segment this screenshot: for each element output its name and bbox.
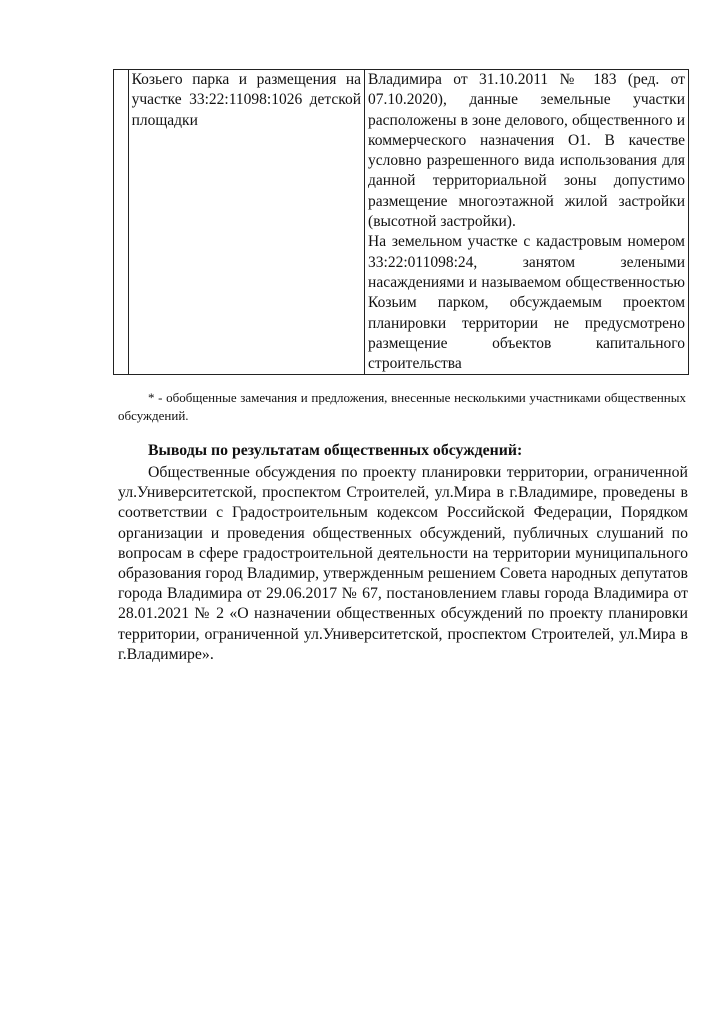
row-number-cell [114,70,129,375]
response-cell [365,70,689,375]
table-footnote: * - обобщенные замечания и предложения, внесенные несколькими участниками общественных обсуждений. [118,390,686,423]
conclusions-text: Общественные обсуждения по проекту планировки территории, ограниченной ул.Университетской, проспектом Строителей, ул.Мира в г.Владимире, проведены в соответствии с Градостроительным кодексом Российской Федерации, Порядком организации и проведения общественных обсуждений, публичных слушаний по вопросам в сфере градостроительной деятельности на территории муниципального образования город Владимир, утвержденным решением Совета народных депутатов города Владимира от 29.06.2017 № 67, постановлением главы города Владимира от 28.01.2021 № 2 «О назначении общественных обсуждений по проекту планировки территории, ограниченной ул.Университетской, проспектом Строителей, ул.Мира в г.Владимире». [118,464,688,663]
response-paragraph-2: На земельном участке с кадастровым номером 33:22:011098:24, занятом зелеными насаждениями и называемом общественностью Козьим парком, обсуждаемым проектом планировки территории не предусмотрено размещение объектов капитального строительства [368,233,685,373]
table-row [114,70,689,375]
response-paragraph-1: Владимира от 31.10.2011 № 183 (ред. от 07.10.2020), данные земельные участки расположены в зоне делового, общественного и коммерческого назначения О1. В качестве условно разрешенного вида использования для данной территориальной зоны допустимо размещение многоэтажной жилой застройки (высотной застройки). [368,71,685,231]
comments-table [113,69,689,375]
subject-text: Козьего парка и размещения на участке 33:22:11098:1026 детской площадки [131,71,362,129]
subject-cell [128,70,364,375]
conclusions-heading: Выводы по результатам общественных обсуждений: [148,442,523,459]
